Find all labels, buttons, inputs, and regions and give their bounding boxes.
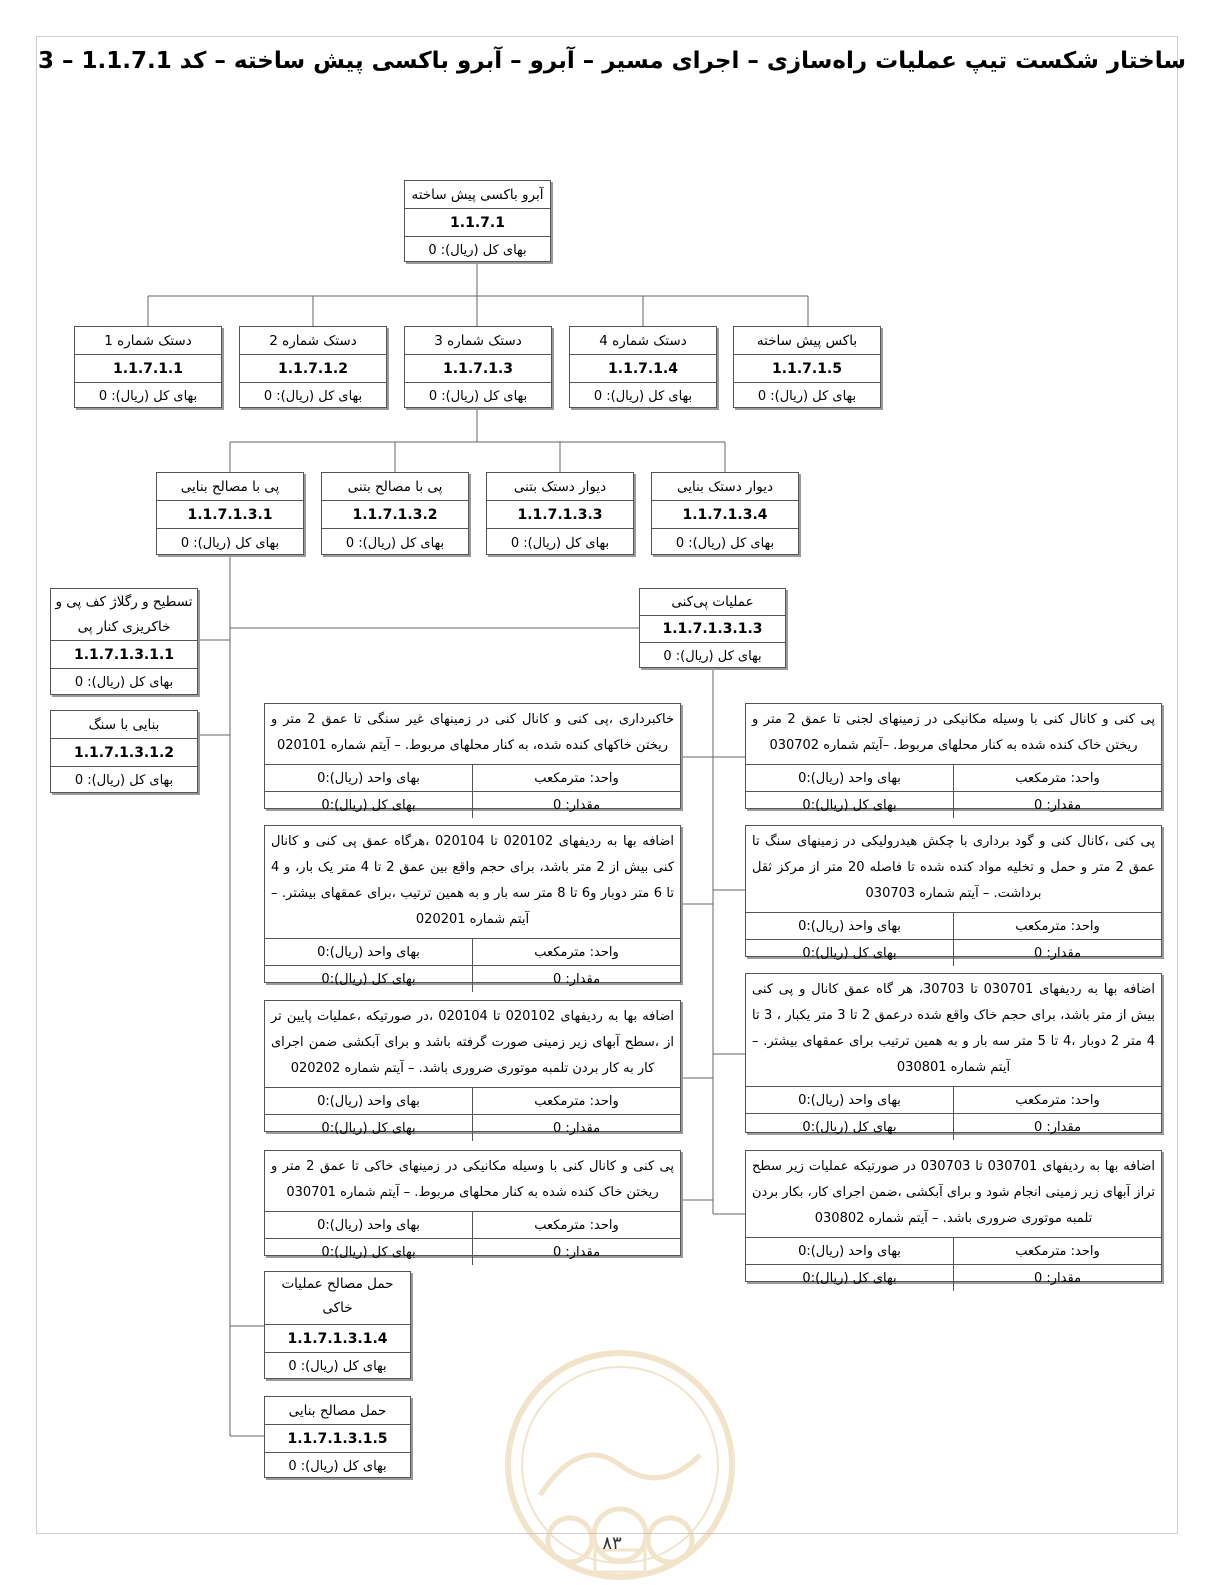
node-total-price: بهای کل (ریال): 0	[322, 528, 468, 557]
quantity-label: مقدار: 0	[552, 1244, 601, 1260]
node-total-price: بهای کل (ریال): 0	[652, 528, 798, 557]
item-price-row	[746, 1237, 1161, 1264]
unit-label: واحد: مترمکعب	[534, 1093, 619, 1109]
node-code: 1.1.7.1.3.1	[157, 500, 303, 528]
quantity-label: مقدار: 0	[552, 797, 601, 813]
item-total-row	[265, 1114, 680, 1141]
node-title: حمل مصالح بنایی	[288, 1402, 387, 1419]
quantity-label: مقدار: 0	[1033, 1119, 1082, 1135]
node-total-price: بهای کل (ریال): 0	[265, 1352, 410, 1380]
wbs-node-concrete-wall	[486, 472, 634, 555]
wbs-node-stone-masonry	[50, 710, 198, 793]
node-code: 1.1.7.1.1	[75, 354, 221, 382]
quantity-label: مقدار: 0	[552, 971, 601, 987]
node-title: دستک شماره 1	[104, 332, 192, 349]
quantity-label: مقدار: 0	[1033, 797, 1082, 813]
item-price-row	[746, 764, 1161, 791]
item-price-row	[265, 938, 680, 965]
item-total-label: بهای کل (ریال):0	[746, 1114, 954, 1140]
item-description: اضافه بها به ردیفهای 020102 تا 020104 ،هرگاه عمق پی کنی و کانال کنی بیش از 2 متر باشد، برای حجم واقع بین عمق 2 تا 4 متر یک بار، و 4 تا 6 متر دوبار و6 تا 8 متر سه بار و به همین ترتیب ،برای عمقهای بیشتر. – آیتم شماره 020201	[271, 834, 675, 927]
node-total-price: بهای کل (ریال): 0	[487, 528, 633, 557]
node-code: 1.1.7.1.5	[734, 354, 880, 382]
unit-price-label: بهای واحد (ریال):0	[746, 765, 954, 791]
item-card-030701	[264, 1150, 681, 1260]
unit-label: واحد: مترمکعب	[1015, 1092, 1100, 1108]
quantity-label: مقدار: 0	[552, 1120, 601, 1136]
node-total-price: بهای کل (ریال): 0	[570, 382, 716, 410]
item-description: اضافه بها به ردیفهای 020102 تا 020104 ،در صورتیکه ،عملیات پایین تر از ،سطح آبهای زیر زمینی صورت گرفته باشد و برای آبکشی ضمن اجرای کار به کار بردن تلمبه موتوری ضروری باشد. – آیتم شماره 020202	[271, 1009, 674, 1076]
item-card-030703	[745, 825, 1162, 961]
unit-price-label: بهای واحد (ریال):0	[265, 939, 473, 965]
item-card-030801	[745, 973, 1162, 1133]
wbs-node-masonry-wall	[651, 472, 799, 555]
item-total-label: بهای کل (ریال):0	[265, 792, 473, 818]
wbs-node-masonry-transport	[264, 1396, 411, 1478]
node-code: 1.1.7.1	[405, 208, 550, 236]
node-total-price: بهای کل (ریال): 0	[405, 236, 550, 264]
unit-label: واحد: مترمکعب	[534, 770, 619, 786]
item-card-030802	[745, 1150, 1162, 1286]
node-total-price: بهای کل (ریال): 0	[405, 382, 551, 410]
item-total-label: بهای کل (ریال):0	[746, 1265, 954, 1291]
wbs-node-dastak-1	[74, 326, 222, 408]
node-code: 1.1.7.1.3.1.4	[265, 1324, 410, 1352]
item-total-row	[265, 965, 680, 992]
unit-price-label: بهای واحد (ریال):0	[265, 1088, 473, 1114]
node-total-price: بهای کل (ریال): 0	[265, 1452, 410, 1480]
unit-label: واحد: مترمکعب	[534, 944, 619, 960]
item-card-020101	[264, 703, 681, 813]
page-number: ۸۳	[602, 1533, 622, 1554]
node-code: 1.1.7.1.3	[405, 354, 551, 382]
node-title: باکس پیش ساخته	[756, 332, 858, 349]
item-card-020201	[264, 825, 681, 987]
node-total-price: بهای کل (ریال): 0	[51, 668, 197, 696]
unit-label: واحد: مترمکعب	[1015, 918, 1100, 934]
quantity-label: مقدار: 0	[1033, 1270, 1082, 1286]
node-title: پی با مصالح بنایی	[180, 478, 280, 495]
node-total-price: بهای کل (ریال): 0	[640, 642, 785, 669]
node-title: عملیات پی‌کنی	[671, 594, 754, 610]
node-code: 1.1.7.1.2	[240, 354, 386, 382]
node-title: بنایی با سنگ	[88, 716, 160, 733]
item-description: خاکبرداری ،پی کنی و کانال کنی در زمینهای غیر سنگی تا عمق 2 متر و ریختن خاکهای کنده شده، به کنار محلهای مربوط. – آیتم شماره 020101	[271, 712, 674, 753]
item-price-row	[746, 912, 1161, 939]
node-code: 1.1.7.1.3.1.5	[265, 1424, 410, 1452]
node-code: 1.1.7.1.3.2	[322, 500, 468, 528]
item-card-020202	[264, 1000, 681, 1136]
node-total-price: بهای کل (ریال): 0	[734, 382, 880, 410]
node-title: دستک شماره 4	[599, 332, 687, 349]
node-code: 1.1.7.1.4	[570, 354, 716, 382]
item-price-row	[265, 764, 680, 791]
item-total-row	[265, 791, 680, 818]
node-total-price: بهای کل (ریال): 0	[51, 766, 197, 794]
node-code: 1.1.7.1.3.3	[487, 500, 633, 528]
item-total-label: بهای کل (ریال):0	[265, 966, 473, 992]
item-total-row	[265, 1238, 680, 1265]
wbs-node-dastak-2	[239, 326, 387, 408]
wbs-node-leveling	[50, 588, 198, 695]
item-total-label: بهای کل (ریال):0	[265, 1115, 473, 1141]
node-title: تسطیح و رگلاژ کف پی و خاکریزی کنار پی	[55, 593, 193, 635]
node-code: 1.1.7.1.3.4	[652, 500, 798, 528]
node-code: 1.1.7.1.3.1.2	[51, 738, 197, 766]
node-title: دیوار دستک بتنی	[513, 478, 607, 495]
wbs-node-root	[404, 180, 551, 262]
item-total-row	[746, 939, 1161, 966]
item-total-label: بهای کل (ریال):0	[265, 1239, 473, 1265]
unit-price-label: بهای واحد (ریال):0	[746, 913, 954, 939]
item-price-row	[265, 1211, 680, 1238]
wbs-node-excavation	[639, 588, 786, 668]
unit-label: واحد: مترمکعب	[1015, 770, 1100, 786]
node-title: دستک شماره 3	[434, 332, 522, 349]
node-total-price: بهای کل (ریال): 0	[75, 382, 221, 410]
item-total-row	[746, 1113, 1161, 1140]
node-code: 1.1.7.1.3.1.3	[640, 615, 785, 642]
quantity-label: مقدار: 0	[1033, 945, 1082, 961]
item-total-row	[746, 1264, 1161, 1291]
item-card-030702	[745, 703, 1162, 813]
unit-price-label: بهای واحد (ریال):0	[265, 1212, 473, 1238]
wbs-node-concrete-foundation	[321, 472, 469, 555]
item-price-row	[265, 1087, 680, 1114]
item-description: پی کنی ،کانال کنی و گود برداری با چکش هیدرولیکی در زمینهای سنگ تا عمق 2 متر و حمل و تخلیه مواد کنده شده تا فاصله 20 متر از مرکز ثقل برداشت. – آیتم شماره 030703	[752, 834, 1156, 901]
node-code: 1.1.7.1.3.1.1	[51, 640, 197, 668]
item-total-row	[746, 791, 1161, 818]
item-description: پی کنی و کانال کنی با وسیله مکانیکی در زمینهای لجنی تا عمق 2 متر و ریختن خاک کنده شده به کنار محلهای مربوط. –آیتم شماره 030702	[752, 712, 1155, 753]
wbs-node-dastak-4	[569, 326, 717, 408]
node-title: دیوار دستک بنایی	[676, 478, 774, 495]
unit-price-label: بهای واحد (ریال):0	[746, 1087, 954, 1113]
item-description: اضافه بها به ردیفهای 030701 تا 30703، هر گاه عمق کانال و پی کنی بیش از متر باشد، برای حجم خاک واقع شده درعمق 2 تا 3 متر یکبار ، 3 تا 4 متر 2 دوبار ،4 تا 5 متر سه بار و به همین ترتیب برای عمقهای بیشتر. – آیتم شماره 030801	[752, 982, 1156, 1075]
item-description: پی کنی و کانال کنی با وسیله مکانیکی در زمینهای خاکی تا عمق 2 متر و ریختن خاک کنده شده به کنار محلهای مربوط. – آیتم شماره 030701	[271, 1159, 674, 1200]
unit-price-label: بهای واحد (ریال):0	[746, 1238, 954, 1264]
unit-label: واحد: مترمکعب	[1015, 1243, 1100, 1259]
item-total-label: بهای کل (ریال):0	[746, 940, 954, 966]
unit-label: واحد: مترمکعب	[534, 1217, 619, 1233]
page-title: ساختار شکست تیپ عملیات راه‌سازی – اجرای مسیر – آبرو – آبرو باکسی پیش ساخته – کد 1.1.7.1 – 3	[37, 48, 1187, 74]
item-price-row	[746, 1086, 1161, 1113]
node-total-price: بهای کل (ریال): 0	[240, 382, 386, 410]
item-total-label: بهای کل (ریال):0	[746, 792, 954, 818]
wbs-node-dastak-3	[404, 326, 552, 408]
wbs-node-earth-transport	[264, 1271, 411, 1379]
node-total-price: بهای کل (ریال): 0	[157, 528, 303, 557]
unit-price-label: بهای واحد (ریال):0	[265, 765, 473, 791]
wbs-node-masonry-foundation	[156, 472, 304, 555]
node-title: آبرو باکسی پیش ساخته	[411, 186, 544, 203]
node-title: حمل مصالح عملیات خاکی	[281, 1276, 394, 1316]
item-description: اضافه بها به ردیفهای 030701 تا 030703 در صورتیکه عملیات زیر سطح تراز آبهای زیر زمینی انجام شود و برای آبکشی ،ضمن اجرای کار، بکار بردن تلمبه موتوری ضروری باشد. – آیتم شماره 030802	[752, 1159, 1156, 1226]
wbs-node-precast-box	[733, 326, 881, 408]
node-title: پی با مصالح بتنی	[347, 478, 443, 495]
node-title: دستک شماره 2	[269, 332, 357, 349]
